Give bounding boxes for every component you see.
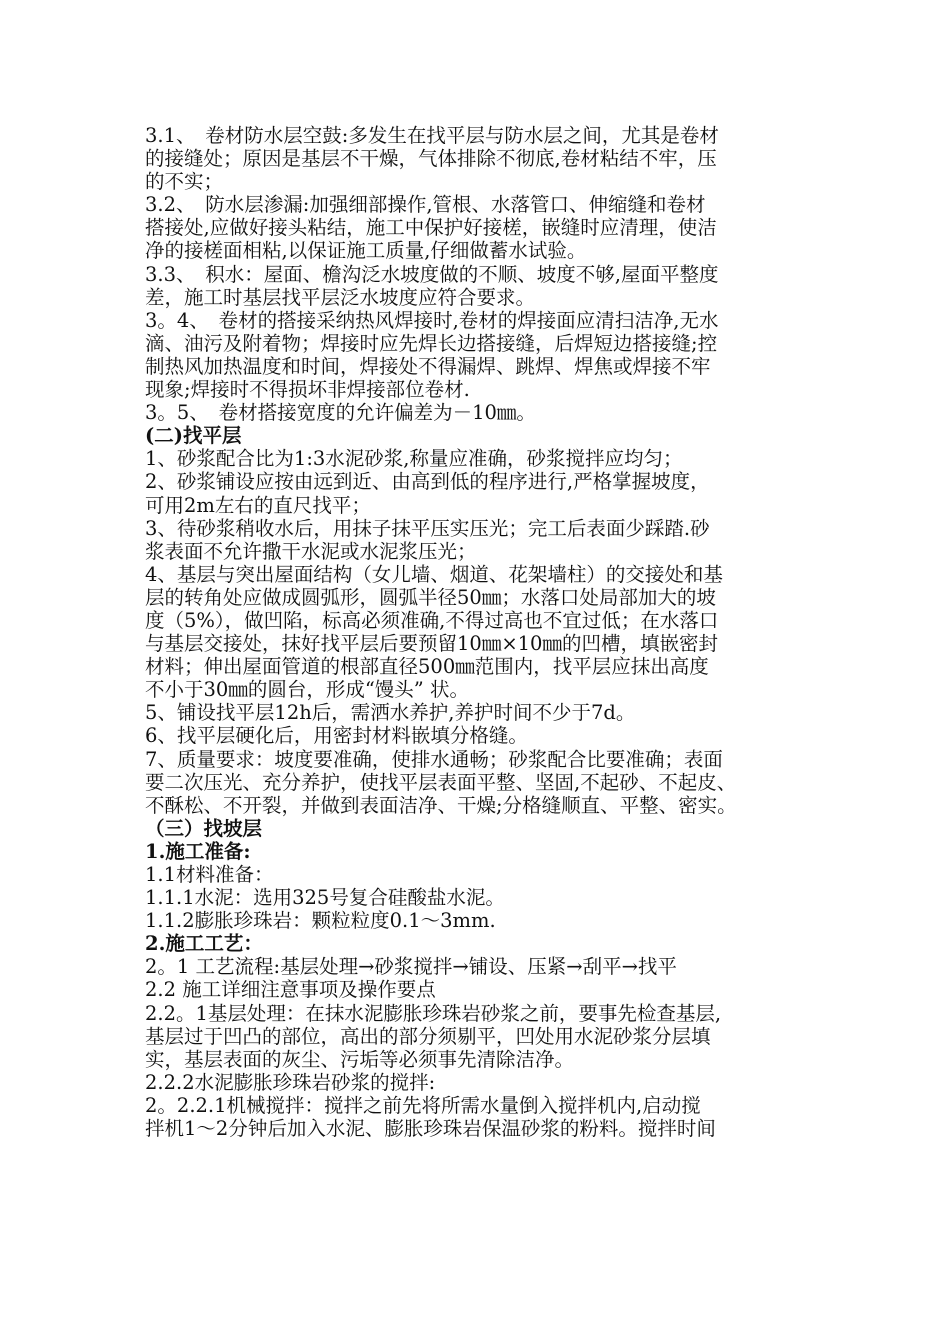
text-line: 差，施工时基层找平层泛水坡度应符合要求。 [145,285,536,309]
text-line: 3。4、 卷材的搭接采纳热风焊接时,卷材的焊接面应清扫洁净,无水 [145,308,719,332]
text-line: 2.2 施工详细注意事项及操作要点 [145,978,436,1002]
text-line: 的不实； [145,170,224,194]
text-line: 搭接处,应做好接头粘结，施工中保护好接槎，嵌缝时应清理，使洁 [145,216,717,240]
text-line: 7、质量要求：坡度要准确，使排水通畅；砂浆配合比要准确；表面 [145,747,723,771]
text-line: 浆表面不允许撒干水泥或水泥浆压光； [145,539,477,563]
text-line: 要二次压光、充分养护，使找平层表面平整、坚固,不起砂、不起皮、 [145,770,737,794]
text-line: 可用2m左右的直尺找平； [145,493,371,517]
text-line: 4、基层与突出屋面结构（女儿墙、烟道、花架墙柱）的交接处和基 [145,562,723,586]
text-line: 层的转角处应做成圆弧形，圆弧半径50㎜；水落口处局部加大的坡 [145,585,716,609]
section-heading: 1.施工准备: [145,839,251,863]
text-line: 实，基层表面的灰尘、污垢等必须事先清除洁净。 [145,1047,575,1071]
text-line: 不小于30㎜的圆台，形成“馒头” 状。 [145,678,469,702]
text-line: 1.1.1水泥：选用325号复合硅酸盐水泥。 [145,886,505,910]
text-line: 1.1.2膨胀珍珠岩：颗粒粒度0.1～3mm. [145,909,496,933]
text-line: 2。2.2.1机械搅拌：搅拌之前先将所需水量倒入搅拌机内,启动搅 [145,1093,701,1117]
text-line: 1.1材料准备： [145,863,274,886]
section-heading: 2.施工工艺： [145,932,263,956]
text-line: 制热风加热温度和时间，焊接处不得漏焊、跳焊、焊焦或焊接不牢 [145,354,711,378]
text-line: 与基层交接处，抹好找平层后要预留10㎜×10㎜的凹槽，填嵌密封 [145,632,718,656]
text-line: 2、砂浆铺设应按由远到近、由高到低的程序进行,严格掌握坡度， [145,470,710,494]
text-line: 1、砂浆配合比为1:3水泥砂浆,称量应准确，砂浆搅拌应均匀； [145,447,683,471]
text-line: 3.2、 防水层渗漏:加强细部操作,管根、水落管口、伸缩缝和卷材 [145,193,706,217]
text-line: 净的接槎面相粘,以保证施工质量,仔细做蓄水试验。 [145,239,587,263]
text-line: 基层过于凹凸的部位，高出的部分须剔平，凹处用水泥砂浆分层填 [145,1024,711,1048]
text-line: 3.3、 积水：屋面、檐沟泛水坡度做的不顺、坡度不够,屋面平整度 [145,262,719,286]
text-line: 3。5、 卷材搭接宽度的允许偏差为－10㎜。 [145,401,536,425]
text-line: 2.2.2水泥膨胀珍珠岩砂浆的搅拌: [145,1070,436,1094]
text-line: 2.2。1基层处理：在抹水泥膨胀珍珠岩砂浆之前，要事先检查基层, [145,1001,722,1025]
text-line: 拌机1～2分钟后加入水泥、膨胀珍珠岩保温砂浆的粉料。搅拌时间 [145,1117,716,1141]
text-line: 6、找平层硬化后，用密封材料嵌填分格缝。 [145,724,528,748]
text-line: 现象;焊接时不得损坏非焊接部位卷材. [145,378,470,402]
text-line: 2。1 工艺流程:基层处理→砂浆搅拌→铺设、压紧→刮平→找平 [145,955,677,979]
text-line: 的接缝处；原因是基层不干燥，气体排除不彻底,卷材粘结不牢，压 [145,147,717,171]
section-heading: （三）找坡层 [145,816,263,840]
document-page [145,124,817,1140]
text-line: 不酥松、不开裂，并做到表面洁净、干燥;分格缝顺直、平整、密实。 [145,793,737,817]
text-line: 度（5%），做凹陷，标高必须准确,不得过高也不宜过低；在水落口 [145,608,719,632]
text-line: 3.1、 卷材防水层空鼓:多发生在找平层与防水层之间，尤其是卷材 [145,124,719,147]
text-line: 材料；伸出屋面管道的根部直径500㎜范围内，找平层应抹出高度 [145,655,709,679]
text-line: 5、铺设找平层12h后，需洒水养护,养护时间不少于7d。 [145,701,636,725]
section-heading: (二)找平层 [145,424,242,448]
text-line: 滴、油污及附着物；焊接时应先焊长边搭接缝，后焊短边搭接缝;控 [145,331,718,355]
text-line: 3、待砂浆稍收水后，用抹子抹平压实压光；完工后表面少踩踏.砂 [145,516,710,540]
